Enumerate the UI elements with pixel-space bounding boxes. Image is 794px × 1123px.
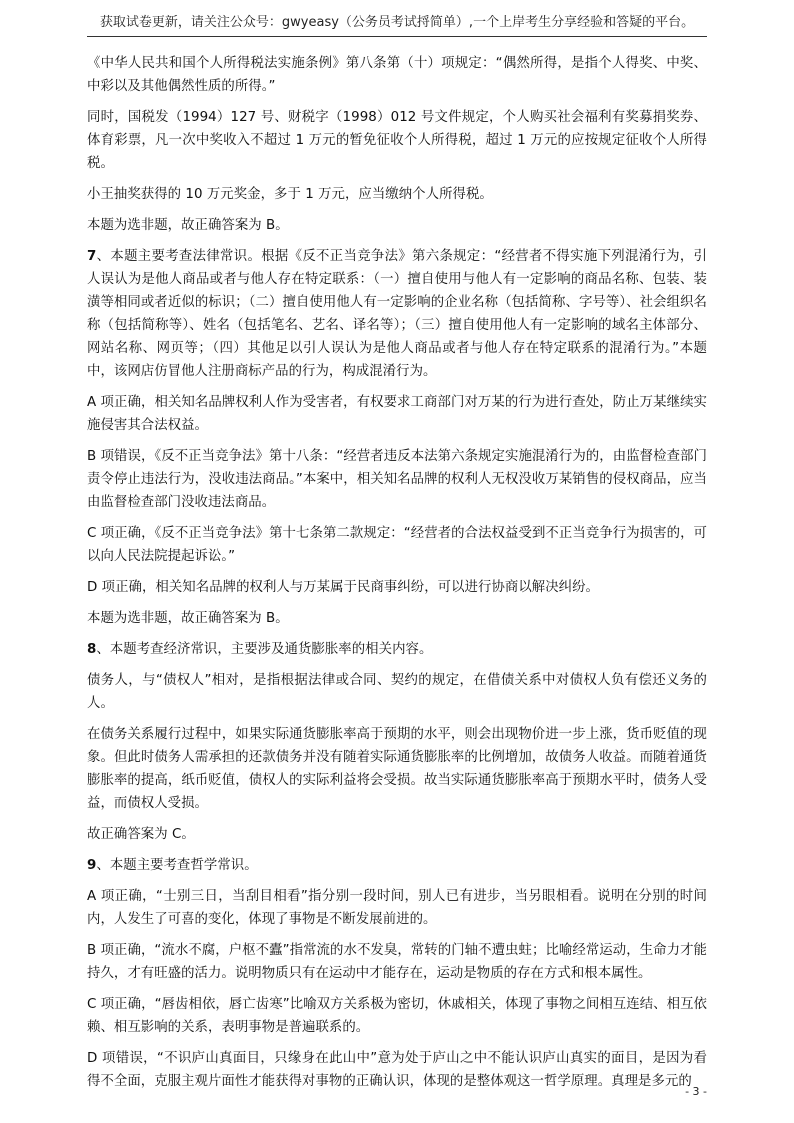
paragraph — [87, 607, 707, 630]
paragraph-text: C 项正确，“唇齿相依，唇亡齿寒”比喻双方关系极为密切，休戚相关，体现了事物之间相互连结、相互依赖、相互影响的关系，表明事物是普遍联系的。 — [87, 997, 707, 1035]
paragraph-text: 在债务关系履行过程中，如果实际通货膨胀率高于预期的水平，则会出现物价进一步上涨，货币贬值的现象。但此时债务人需承担的还款债务并没有随着实际通货膨胀率的比例增加，故债务人收益。而随着通货膨胀率的提高，纸币贬值，债权人的实际利益将会受损。故当实际通货膨胀率高于预期水平时，债务人受益，而债权人受损。 — [87, 727, 707, 811]
paragraph — [87, 1047, 707, 1093]
paragraph — [87, 522, 707, 568]
document-body — [87, 52, 707, 1101]
paragraph-text: 小王抽奖获得的 10 万元奖金，多于 1 万元，应当缴纳个人所得税。 — [87, 187, 493, 202]
paragraph — [87, 885, 707, 931]
paragraph — [87, 183, 707, 206]
paragraph — [87, 723, 707, 815]
paragraph-text: A 项正确，相关知名品牌权利人作为受害者，有权要求工商部门对万某的行为进行查处，防止万某继续实施侵害其合法权益。 — [87, 395, 707, 433]
paragraph — [87, 106, 707, 175]
paragraph — [87, 823, 707, 846]
paragraph-text: 故正确答案为 C。 — [87, 827, 195, 842]
header-divider — [87, 36, 707, 37]
paragraph — [87, 214, 707, 237]
question-8-explanation — [87, 638, 707, 661]
paragraph-text: D 项错误，“不识庐山真面目，只缘身在此山中”意为处于庐山之中不能认识庐山真实的面目，是因为看得不全面，克服主观片面性才能获得对事物的正确认识，体现的是整体观这一哲学原理。真理是多元的 — [87, 1051, 707, 1089]
question-number: 8 — [87, 642, 97, 657]
paragraph-text: C 项正确，《反不正当竞争法》第十七条第二款规定：“经营者的合法权益受到不正当竞争行为损害的，可以向人民法院提起诉讼。” — [87, 526, 707, 564]
paragraph — [87, 669, 707, 715]
paragraph-text: 、本题考查经济常识，主要涉及通货膨胀率的相关内容。 — [96, 642, 433, 657]
paragraph-text: 债务人，与“债权人”相对，是指根据法律或合同、契约的规定，在借债关系中对债权人负有偿还义务的人。 — [87, 673, 707, 711]
paragraph-text: B 项正确，“流水不腐，户枢不蠹”指常流的水不发臭，常转的门轴不遭虫蛀；比喻经常运动，生命力才能持久，才有旺盛的活力。说明物质只有在运动中才能存在，运动是物质的存在方式和根本属性。 — [87, 943, 707, 981]
paragraph-text: B 项错误，《反不正当竞争法》第十八条：“经营者违反本法第六条规定实施混淆行为的，由监督检查部门责令停止违法行为，没收违法商品。”本案中，相关知名品牌的权利人无权没收万某销售的侵权商品，应当由监督检查部门没收违法商品。 — [87, 449, 707, 510]
paragraph-text: 、本题主要考查哲学常识。 — [96, 858, 258, 873]
question-number: 9 — [87, 858, 97, 873]
paragraph-text: 同时，国税发（1994）127 号、财税字（1998）012 号文件规定，个人购买社会福利有奖募捐奖券、体育彩票，凡一次中奖收入不超过 1 万元的暂免征收个人所得税，超过 1 万元的应按规定征收个人所得税。 — [87, 110, 707, 171]
paragraph-text: A 项正确，“士别三日，当刮目相看”指分别一段时间，别人已有进步，当另眼相看。说明在分别的时间内，人发生了可喜的变化，体现了事物是不断发展前进的。 — [87, 889, 707, 927]
paragraph — [87, 939, 707, 985]
paragraph-text: 、本题主要考查法律常识。根据《反不正当竞争法》第六条规定：“经营者不得实施下列混淆行为，引人误认为是他人商品或者与他人存在特定联系：（一）擅自使用与他人有一定影响的商品名称、包装、装潢等相同或者近似的标识；（二）擅自使用他人有一定影响的企业名称（包括简称、字号等）、社会组织名称（包括简称等）、姓名（包括笔名、艺名、译名等）；（三）擅自使用他人有一定影响的域名主体部分、网站名称、网页等；（四）其他足以引人误认为是他人商品或者与他人存在特定联系的混淆行为。”本题中，该网店仿冒他人注册商标产品的行为，构成混淆行为。 — [87, 249, 707, 379]
paragraph — [87, 445, 707, 514]
header-notice: 获取试卷更新，请关注公众号：gwyeasy（公务员考试捋简单）,一个上岸考生分享经验和答疑的平台。 — [99, 15, 695, 30]
paragraph — [87, 993, 707, 1039]
paragraph — [87, 52, 707, 98]
paragraph-text: 《中华人民共和国个人所得税法实施条例》第八条第（十）项规定：“偶然所得，是指个人得奖、中奖、中彩以及其他偶然性质的所得。” — [87, 56, 707, 94]
paragraph-text: 本题为选非题，故正确答案为 B。 — [87, 611, 289, 626]
page-number: - 3 - — [685, 1085, 707, 1098]
paragraph — [87, 391, 707, 437]
question-number: 7 — [87, 249, 97, 264]
question-9-explanation — [87, 854, 707, 877]
paragraph-text: 本题为选非题，故正确答案为 B。 — [87, 218, 289, 233]
question-7-explanation — [87, 245, 707, 383]
paragraph — [87, 576, 707, 599]
paragraph-text: D 项正确，相关知名品牌的权利人与万某属于民商事纠纷，可以进行协商以解决纠纷。 — [87, 580, 599, 595]
